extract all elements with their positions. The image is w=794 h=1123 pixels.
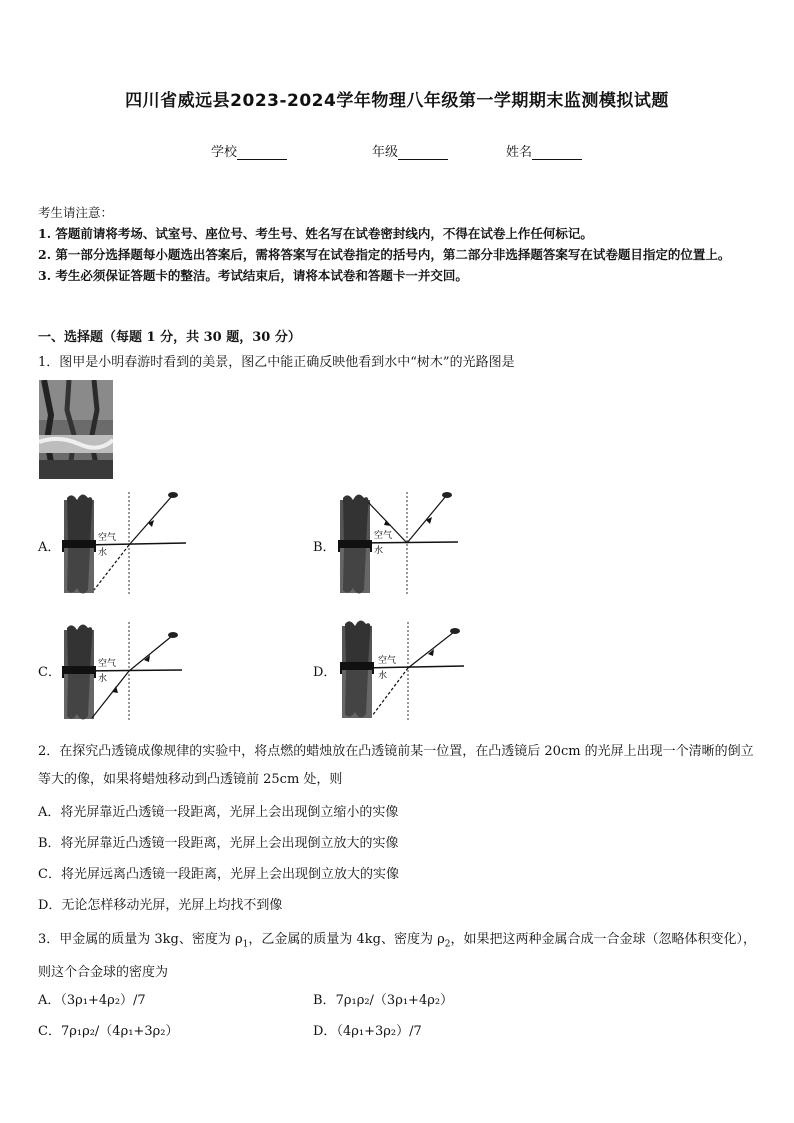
q1-option-a-label[interactable]: A． <box>38 540 61 555</box>
school-label: 学校 <box>211 145 238 160</box>
q3-option-c-label: C． <box>38 1024 61 1039</box>
q2-option-a[interactable]: A．将光屏靠近凸透镜一段距离，光屏上会出现倒立缩小的实像 <box>38 805 399 820</box>
notice-item-1: 1. 答题前请将考场、试室号、座位号、考生号、姓名写在试卷密封线内，不得在试卷上作任何标记。 <box>38 226 593 241</box>
air-label: 空气 <box>98 533 117 543</box>
q3-option-a[interactable] <box>38 989 146 1008</box>
school-field[interactable] <box>211 141 287 160</box>
q3-stem-part-c: ，如果把这两种金属合成一合金球（忽略体积变化），则这个合金球的密度为 <box>38 932 757 980</box>
q3-option-c-text: 7ρ₁ρ₂/（4ρ₁+3ρ₂） <box>60 1024 179 1039</box>
q3-stem-part-a: 3．甲金属的质量为 3kg、密度为 ρ <box>38 932 243 947</box>
eye-icon <box>168 492 178 498</box>
eye-icon <box>168 632 178 638</box>
q2-option-c[interactable]: C．将光屏远离凸透镜一段距离，光屏上会出现倒立放大的实像 <box>38 867 399 882</box>
q3-option-c[interactable] <box>38 1020 178 1039</box>
q1-option-d-label[interactable]: D． <box>313 665 337 680</box>
eye-icon <box>442 492 452 498</box>
q3-option-b[interactable] <box>313 989 453 1008</box>
notice-heading: 考生请注意： <box>38 205 114 220</box>
eye-icon <box>450 628 460 634</box>
q2-option-d[interactable]: D．无论怎样移动光屏，光屏上均找不到像 <box>38 898 283 913</box>
water-label: 水 <box>374 546 384 556</box>
water-label: 水 <box>378 671 388 681</box>
q3-option-d-text: （4ρ₁+3ρ₂）/7 <box>336 1024 422 1039</box>
q3-stem-part-b: ，乙金属的质量为 4kg、密度为 ρ <box>248 932 445 947</box>
q3-option-b-text: 7ρ₁ρ₂/（3ρ₁+4ρ₂） <box>335 993 454 1008</box>
name-label: 姓名 <box>506 145 533 160</box>
q2-option-b[interactable]: B．将光屏靠近凸透镜一段距离，光屏上会出现倒立放大的实像 <box>38 836 399 851</box>
scenery-photo <box>39 380 113 479</box>
grade-field[interactable] <box>372 141 448 160</box>
q3-option-b-label: B． <box>313 993 336 1008</box>
q3-option-d[interactable] <box>313 1020 422 1039</box>
water-label: 水 <box>98 548 108 558</box>
school-blank[interactable] <box>237 146 287 160</box>
air-label: 空气 <box>374 531 393 541</box>
question-3-stem <box>38 926 760 987</box>
section-heading: 一、选择题（每题 1 分，共 30 题，30 分） <box>38 330 301 345</box>
water-label: 水 <box>98 674 108 684</box>
q3-sub-1: 1 <box>242 939 249 950</box>
q1-option-c-label[interactable]: C． <box>38 665 61 680</box>
question-1-stem: 1．图甲是小明春游时看到的美景，图乙中能正确反映他看到水中“树木”的光路图是 <box>38 355 515 370</box>
name-blank[interactable] <box>532 146 582 160</box>
name-field[interactable] <box>506 141 582 160</box>
q1-diagram-d <box>340 620 468 724</box>
q3-sub-2: 2 <box>444 939 451 950</box>
grade-blank[interactable] <box>398 146 448 160</box>
q3-option-d-label: D． <box>313 1024 337 1039</box>
grade-label: 年级 <box>372 145 399 160</box>
q1-diagram-a <box>62 490 190 598</box>
q1-option-b-label[interactable]: B． <box>313 540 336 555</box>
notice-item-3: 3. 考生必须保证答题卡的整洁。考试结束后，请将本试卷和答题卡一并交回。 <box>38 268 468 283</box>
air-label: 空气 <box>98 659 117 669</box>
question-2-stem: 2．在探究凸透镜成像规律的实验中，将点燃的蜡烛放在凸透镜前某一位置，在凸透镜后 20cm 的光屏上出现一个清晰的倒立等大的像，如果将蜡烛移动到凸透镜前 25cm 处，则 <box>38 744 754 787</box>
q1-diagram-c <box>62 620 190 724</box>
air-label: 空气 <box>378 656 397 666</box>
q3-option-a-label: A． <box>38 993 61 1008</box>
page-title: 四川省威远县2023-2024学年物理八年级第一学期期末监测模拟试题 <box>125 91 669 111</box>
q1-diagram-b <box>338 490 466 598</box>
notice-block <box>38 202 760 286</box>
q3-option-a-text: （3ρ₁+4ρ₂）/7 <box>60 993 146 1008</box>
notice-item-2: 2. 第一部分选择题每小题选出答案后，需将答案写在试卷指定的括号内，第二部分非选择题答案写在试卷题目指定的位置上。 <box>38 247 731 262</box>
